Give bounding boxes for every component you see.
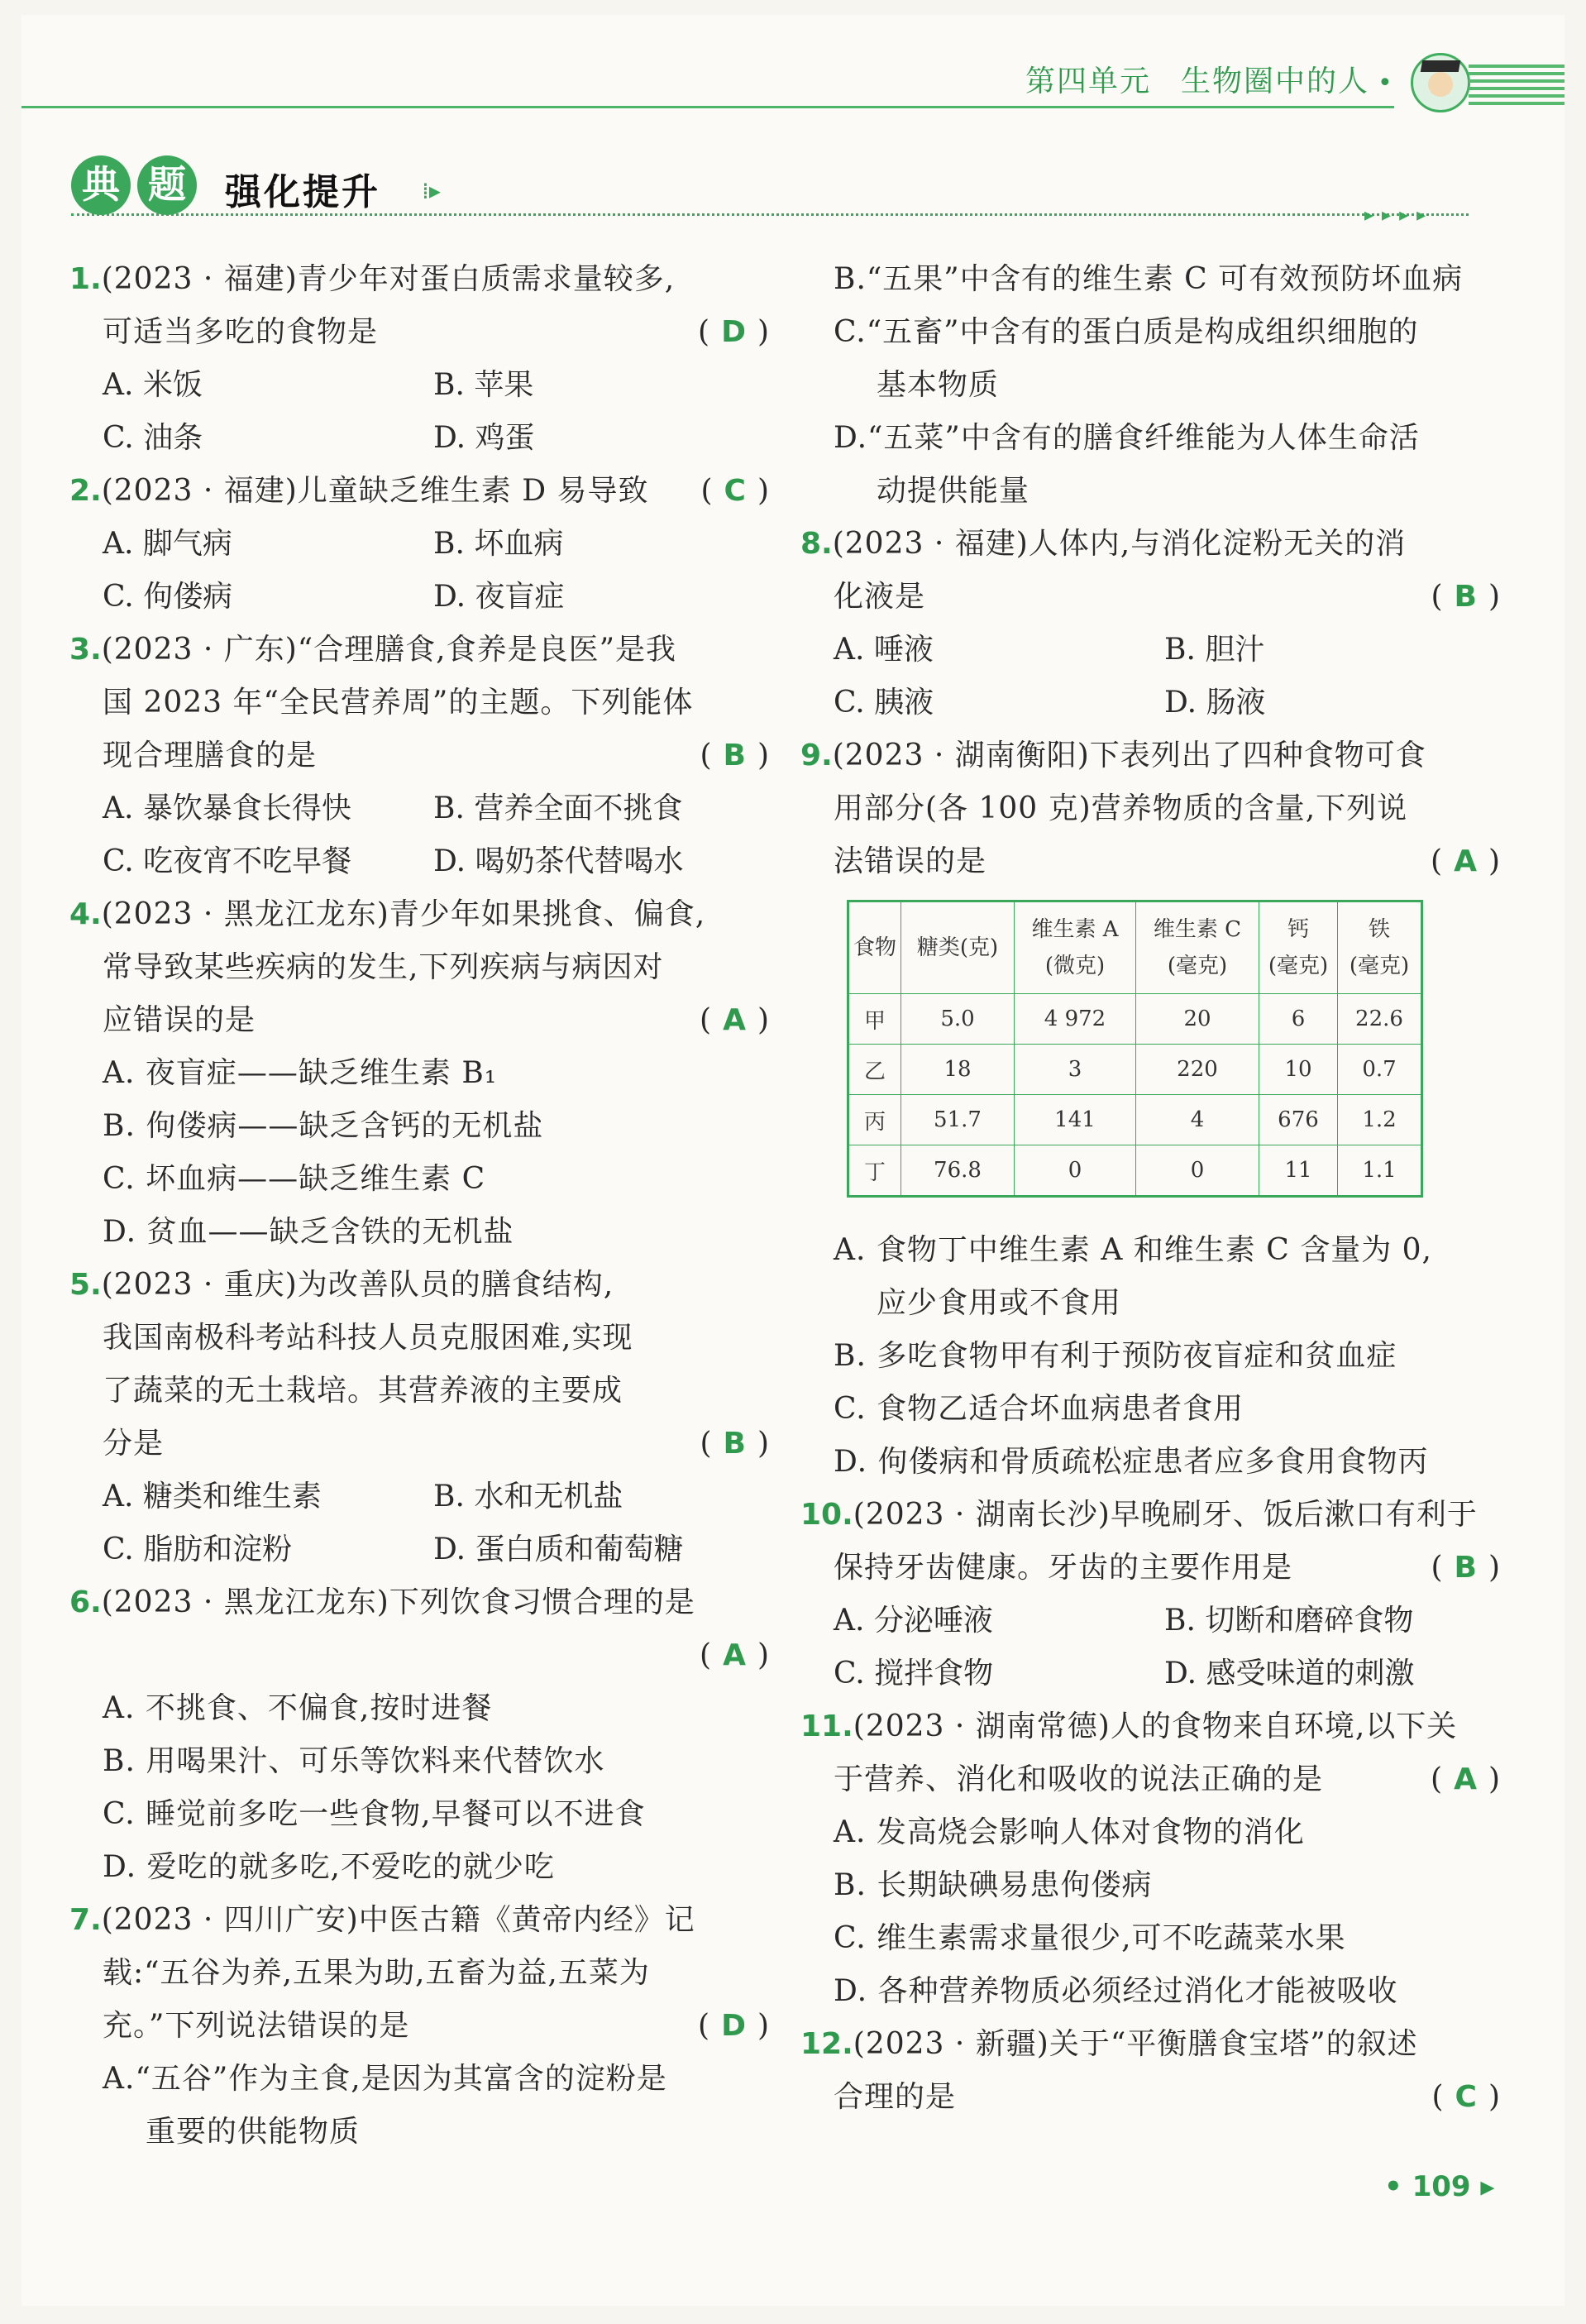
answer-bracket: (D) [698, 2009, 781, 2043]
question-text: 常导致某些疾病的发生,下列疾病与病因对 [103, 950, 664, 984]
section-badge-char2: 题 [137, 155, 197, 215]
question-text: 保持牙齿健康。牙齿的主要作用是 [834, 1551, 1293, 1585]
text-line [69, 1100, 781, 1153]
answer-letter: D [721, 2009, 757, 2043]
question-text: (2023 · 黑龙江龙东)青少年如果挑食、偏食, [101, 897, 706, 931]
question-text: 法错误的是 [834, 844, 987, 878]
option-text: C. 脂肪和淀粉 [103, 1533, 293, 1566]
section-title: 强化提升 [225, 171, 380, 213]
question-text: B. 多吃食物甲有利于预防夜盲症和贫血症 [834, 1339, 1397, 1373]
text-line [69, 1629, 781, 1682]
text-line [69, 1365, 781, 1418]
question-text: 于营养、消化和吸收的说法正确的是 [834, 1762, 1324, 1796]
table-cell: 0 [1136, 1145, 1259, 1197]
answer-letter: C [1455, 2080, 1488, 2114]
text-line [69, 1788, 781, 1841]
text-line [800, 1436, 1512, 1489]
text-line [800, 518, 1512, 571]
text-line [800, 729, 1512, 782]
text-line [69, 465, 781, 518]
unit-title: 生物圈中的人 [1181, 65, 1370, 98]
answer-letter: A [1454, 1762, 1488, 1796]
option-text: B. 切断和磨碎食物 [1164, 1604, 1414, 1638]
question-text: A. 不挑食、不偏食,按时进餐 [103, 1691, 493, 1725]
table-cell: 76.8 [901, 1145, 1015, 1197]
text-line [69, 306, 781, 359]
question-text: D. 佝偻病和骨质疏松症患者应多食用食物丙 [834, 1445, 1429, 1479]
table-cell: 220 [1136, 1045, 1259, 1095]
table-cell: 3 [1015, 1045, 1136, 1095]
text-line [800, 1647, 1512, 1700]
table-cell: 1.1 [1338, 1145, 1422, 1197]
text-line [69, 835, 781, 888]
question-text: (2023 · 湖南衡阳)下表列出了四种食物可食 [832, 739, 1426, 772]
answer-letter: A [1454, 844, 1488, 878]
option-text: C. 油条 [103, 421, 203, 455]
option-text: D. 喝奶茶代替喝水 [433, 844, 684, 878]
table-header-cell: 食物 [848, 901, 901, 994]
text-line [69, 1682, 781, 1735]
section-badge-char1: 典 [71, 155, 131, 215]
right-column [800, 253, 1512, 2124]
option-text: C. 搅拌食物 [834, 1657, 994, 1690]
question-text: C. 坏血病——缺乏维生素 C [103, 1162, 486, 1196]
text-line [800, 306, 1512, 359]
text-line [800, 1753, 1512, 1806]
text-line [800, 1489, 1512, 1542]
answer-bracket: (C) [1431, 2080, 1512, 2114]
question-text: 现合理膳食的是 [103, 739, 318, 772]
table-cell: 0.7 [1338, 1045, 1422, 1095]
text-line [800, 359, 1512, 412]
question-number: 11. [800, 1710, 853, 1743]
question-text: C. 睡觉前多吃一些食物,早餐可以不进食 [103, 1797, 646, 1831]
question-text: B. 长期缺碘易患佝偻病 [834, 1868, 1153, 1902]
table-row [848, 1045, 1422, 1095]
text-line [69, 1470, 781, 1523]
text-line [69, 677, 781, 729]
text-line [69, 412, 781, 465]
text-line [800, 1383, 1512, 1436]
table-cell: 4 972 [1015, 994, 1136, 1045]
table-cell: 6 [1259, 994, 1338, 1045]
text-line [69, 359, 781, 412]
question-text: D. 贫血——缺乏含铁的无机盐 [103, 1215, 514, 1249]
table-row [848, 994, 1422, 1045]
table-header-cell: 维生素 A (微克) [1015, 901, 1136, 994]
question-text: 充。”下列说法错误的是 [103, 2009, 410, 2043]
question-number: 3. [69, 633, 102, 667]
question-text: 应少食用或不食用 [877, 1286, 1122, 1320]
option-text: C. 佝偻病 [103, 580, 233, 614]
table-cell: 1.2 [1338, 1095, 1422, 1145]
answer-bracket: (A) [1431, 1762, 1512, 1796]
text-line [800, 677, 1512, 729]
section-arrows-icon: ▸▸▸▸ [1364, 205, 1435, 226]
table-cell: 甲 [848, 994, 901, 1045]
table-header-cell: 糖类(克) [901, 901, 1015, 994]
table-cell: 18 [901, 1045, 1015, 1095]
question-text: A. 夜盲症——缺乏维生素 B₁ [103, 1056, 498, 1090]
question-text: 用部分(各 100 克)营养物质的含量,下列说 [834, 791, 1408, 825]
text-line [69, 1894, 781, 1947]
text-line [69, 1947, 781, 2000]
answer-letter: A [723, 1638, 757, 1672]
text-line [69, 2053, 781, 2106]
text-line [69, 624, 781, 677]
text-line [69, 1259, 781, 1312]
answer-bracket: (A) [700, 1638, 781, 1672]
right-column-top [800, 253, 1512, 888]
table-cell: 丙 [848, 1095, 901, 1145]
option-text: B. 坏血病 [433, 527, 564, 561]
text-line [69, 729, 781, 782]
question-text: 载:“五谷为养,五果为助,五畜为益,五菜为 [103, 1956, 650, 1990]
text-line [69, 782, 781, 835]
question-text: C. 维生素需求量很少,可不吃蔬菜水果 [834, 1921, 1346, 1955]
option-text: D. 肠液 [1164, 686, 1266, 720]
table-header-cell: 维生素 C (毫克) [1136, 901, 1259, 994]
question-text: 可适当多吃的食物是 [103, 315, 379, 349]
text-line [800, 1595, 1512, 1647]
question-text: (2023 · 福建)青少年对蛋白质需求量较多, [101, 262, 676, 296]
option-text: B. 苹果 [433, 368, 534, 402]
table-header-cell: 铁 (毫克) [1338, 901, 1422, 994]
table-row [848, 1145, 1422, 1197]
header-stripes-decoration [1469, 65, 1565, 106]
question-text: D. 爱吃的就多吃,不爱吃的就少吃 [103, 1850, 555, 1884]
answer-bracket: (B) [700, 1427, 781, 1461]
text-line [800, 571, 1512, 624]
text-line [800, 412, 1512, 465]
text-line [69, 2106, 781, 2159]
section-dotted-divider [71, 213, 1469, 216]
question-number: 12. [800, 2027, 853, 2061]
text-line [800, 1224, 1512, 1277]
unit-label: 第四单元 [1025, 65, 1152, 98]
question-text: B. 佝偻病——缺乏含钙的无机盐 [103, 1109, 544, 1143]
text-line [800, 1700, 1512, 1753]
question-text: (2023 · 四川广安)中医古籍《黄帝内经》记 [101, 1903, 695, 1937]
answer-bracket: (A) [700, 1003, 781, 1037]
question-number: 9. [800, 739, 833, 772]
text-line [69, 1576, 781, 1629]
text-line [69, 1841, 781, 1894]
question-number: 1. [69, 262, 102, 296]
question-number: 7. [69, 1903, 102, 1937]
question-number: 6. [69, 1585, 102, 1619]
table-cell: 5.0 [901, 994, 1015, 1045]
question-text: 我国南极科考站科技人员克服困难,实现 [103, 1321, 633, 1355]
question-text: 基本物质 [877, 368, 1000, 402]
question-text: D. 各种营养物质必须经过消化才能被吸收 [834, 1974, 1398, 2008]
running-header [1025, 58, 1394, 100]
question-text: 了蔬菜的无土栽培。其营养液的主要成 [103, 1374, 623, 1408]
option-text: A. 唾液 [834, 633, 934, 667]
answer-letter: A [723, 1003, 757, 1037]
question-text: A. 发高烧会影响人体对食物的消化 [834, 1815, 1305, 1849]
question-text: A. 食物丁中维生素 A 和维生素 C 含量为 0, [834, 1233, 1432, 1267]
table-cell: 4 [1136, 1095, 1259, 1145]
option-text: A. 米饭 [103, 368, 203, 402]
answer-letter: C [724, 474, 757, 508]
page-number: • 109 ▸ [1384, 2170, 1495, 2203]
question-text: (2023 · 黑龙江龙东)下列饮食习惯合理的是 [101, 1585, 695, 1619]
question-text: (2023 · 福建)人体内,与消化淀粉无关的消 [832, 527, 1407, 561]
option-text: A. 暴饮暴食长得快 [103, 791, 351, 825]
table-cell: 51.7 [901, 1095, 1015, 1145]
text-line [69, 1153, 781, 1206]
question-text: 化液是 [834, 580, 926, 614]
question-text: B. 用喝果汁、可乐等饮料来代替饮水 [103, 1744, 605, 1778]
question-number: 8. [800, 527, 833, 561]
header-divider [21, 106, 1394, 108]
nutrition-table-wrap [847, 900, 1512, 1217]
text-line [800, 1912, 1512, 1965]
text-line [800, 835, 1512, 888]
option-text: A. 糖类和维生素 [103, 1480, 322, 1513]
option-text: A. 脚气病 [103, 527, 232, 561]
question-text: (2023 · 广东)“合理膳食,食养是良医”是我 [101, 633, 677, 667]
text-line [69, 994, 781, 1047]
text-line [800, 465, 1512, 518]
header-bullet: • [1378, 69, 1394, 98]
text-line [800, 253, 1512, 306]
option-text: D. 夜盲症 [433, 580, 565, 614]
text-line [69, 941, 781, 994]
answer-letter: B [1454, 580, 1488, 614]
answer-bracket: (C) [700, 474, 781, 508]
text-line [800, 624, 1512, 677]
text-line [69, 1418, 781, 1470]
question-text: (2023 · 重庆)为改善队员的膳食结构, [101, 1268, 614, 1302]
nutrition-table [847, 900, 1423, 1198]
question-number: 4. [69, 897, 102, 931]
table-cell: 676 [1259, 1095, 1338, 1145]
question-text: (2023 · 福建)儿童缺乏维生素 D 易导致 [101, 474, 649, 508]
answer-bracket: (B) [700, 739, 781, 772]
text-line [69, 1206, 781, 1259]
text-line [69, 253, 781, 306]
text-line [800, 2071, 1512, 2124]
text-line [800, 782, 1512, 835]
answer-letter: D [721, 315, 757, 349]
question-text: D.“五菜”中含有的膳食纤维能为人体生命活 [834, 421, 1420, 455]
option-text: B. 胆汁 [1164, 633, 1265, 667]
text-line [800, 2018, 1512, 2071]
table-row [848, 1095, 1422, 1145]
question-number: 2. [69, 474, 102, 508]
text-line [69, 518, 781, 571]
answer-letter: B [1454, 1551, 1488, 1585]
option-text: C. 胰液 [834, 686, 934, 720]
question-text: (2023 · 湖南常德)人的食物来自环境,以下关 [853, 1710, 1458, 1743]
table-cell: 10 [1259, 1045, 1338, 1095]
table-cell: 20 [1136, 994, 1259, 1045]
section-arrow-icon: ⁞▸ [422, 177, 441, 204]
question-number: 5. [69, 1268, 102, 1302]
text-line [69, 1735, 781, 1788]
table-cell: 22.6 [1338, 994, 1422, 1045]
table-cell: 11 [1259, 1145, 1338, 1197]
text-line [69, 888, 781, 941]
option-text: B. 水和无机盐 [433, 1480, 623, 1513]
text-line [800, 1542, 1512, 1595]
answer-bracket: (A) [1431, 844, 1512, 878]
text-line [800, 1859, 1512, 1912]
option-text: B. 营养全面不挑食 [433, 791, 683, 825]
answer-letter: B [723, 1427, 757, 1461]
question-text: A.“五谷”作为主食,是因为其富含的淀粉是 [103, 2062, 667, 2096]
text-line [800, 1806, 1512, 1859]
question-text: 分是 [103, 1427, 165, 1461]
table-cell: 丁 [848, 1145, 901, 1197]
table-cell: 141 [1015, 1095, 1136, 1145]
question-text: B.“五果”中含有的维生素 C 可有效预防坏血病 [834, 262, 1464, 296]
question-text: (2023 · 新疆)关于“平衡膳食宝塔”的叙述 [853, 2027, 1418, 2061]
text-line [800, 1965, 1512, 2018]
right-column-bottom [800, 1224, 1512, 2124]
table-cell: 0 [1015, 1145, 1136, 1197]
text-line [800, 1330, 1512, 1383]
option-text: A. 分泌唾液 [834, 1604, 993, 1638]
text-line [69, 2000, 781, 2053]
text-line [69, 1523, 781, 1576]
option-text: C. 吃夜宵不吃早餐 [103, 844, 352, 878]
question-text: (2023 · 湖南长沙)早晚刷牙、饭后漱口有利于 [853, 1498, 1478, 1532]
answer-letter: B [723, 739, 757, 772]
option-text: D. 蛋白质和葡萄糖 [433, 1533, 684, 1566]
text-line [69, 571, 781, 624]
text-line [69, 1312, 781, 1365]
text-line [800, 1277, 1512, 1330]
table-header-row [848, 901, 1422, 994]
question-number: 10. [800, 1498, 853, 1532]
question-text: 动提供能量 [877, 474, 1030, 508]
table-cell: 乙 [848, 1045, 901, 1095]
question-text: 应错误的是 [103, 1003, 256, 1037]
left-column [69, 253, 781, 2159]
table-header-cell: 钙 (毫克) [1259, 901, 1338, 994]
answer-bracket: (D) [698, 315, 781, 349]
option-text: D. 感受味道的刺激 [1164, 1657, 1415, 1690]
question-text: C.“五畜”中含有的蛋白质是构成组织细胞的 [834, 315, 1419, 349]
question-text: 合理的是 [834, 2080, 957, 2114]
text-line [69, 1047, 781, 1100]
question-text: 国 2023 年“全民营养周”的主题。下列能体 [103, 686, 694, 720]
student-mascot-icon [1411, 53, 1470, 112]
question-text: C. 食物乙适合坏血病患者食用 [834, 1392, 1244, 1426]
option-text: D. 鸡蛋 [433, 421, 535, 455]
answer-bracket: (B) [1431, 580, 1512, 614]
answer-bracket: (B) [1431, 1551, 1512, 1585]
question-text: 重要的供能物质 [146, 2115, 361, 2149]
